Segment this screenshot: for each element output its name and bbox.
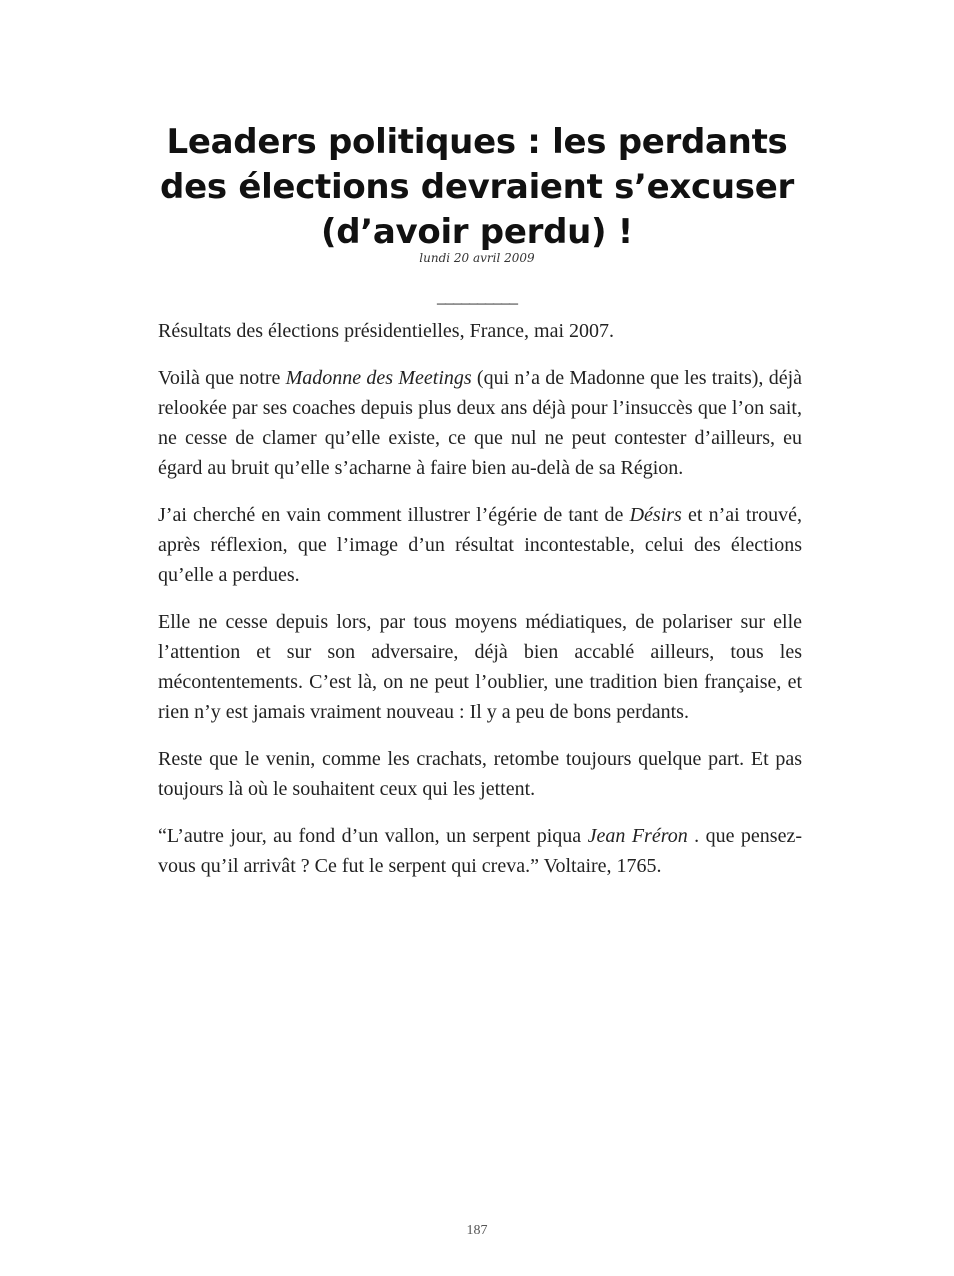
paragraph-6-emphasis: Jean Fréron: [587, 825, 688, 847]
article-body: [158, 316, 802, 898]
paragraph-5: Reste que le venin, comme les crachats, retombe toujours quelque part. Et pas toujours là où le souhaitent ceux qui les jettent.: [158, 748, 802, 800]
paragraph-3: [158, 500, 802, 590]
paragraph-3-emphasis: Désirs: [629, 504, 682, 526]
paragraph-6-text-a: “L’autre jour, au fond d’un vallon, un serpent piqua: [158, 825, 588, 847]
paragraph-2: [158, 363, 802, 483]
separator-rule: __________: [437, 286, 517, 306]
paragraph-3-text-a: J’ai cherché en vain comment illustrer l’égérie de tant de: [158, 504, 630, 526]
paragraph-2-emphasis: Madonne des Meetings: [285, 367, 472, 389]
page-number: 187: [466, 1223, 488, 1238]
paragraph-6-quote: [158, 821, 802, 881]
paragraph-1: Résultats des élections présidentielles, France, mai 2007.: [158, 320, 614, 342]
paragraph-3-text-b: et n’ai trouvé, après réflexion, que l’image d’un résultat incontestable, celui des élections qu’elle a perdues.: [158, 504, 803, 586]
paragraph-2-text-b: (qui n’a de Madonne que les traits), déjà relookée par ses coaches depuis plus deux ans déjà pour l’insuccès que l’on sait, ne cesse de clamer qu’elle existe, ce que nul ne peut contester d’ailleurs, eu égard au bruit qu’elle s’acharne à faire bien au-delà de sa Région.: [158, 367, 803, 479]
paragraph-2-text-a: Voilà que notre: [158, 367, 286, 389]
paragraph-4: Elle ne cesse depuis lors, par tous moyens médiatiques, de polariser sur elle l’attention et sur son adversaire, déjà bien accablé ailleurs, tous les mécontentements. C’est là, on ne peut l’oublier, une tradition bien française, et rien n’y est jamais vraiment nouveau : Il y a peu de bons perdants.: [158, 611, 802, 723]
publication-date: lundi 20 avril 2009: [419, 251, 535, 265]
paragraph-6-text-b: . que pensez-vous qu’il arrivât ? Ce fut le serpent qui creva.” Voltaire, 1765.: [158, 825, 802, 877]
page-title: Leaders politiques : les perdants des élections devraient s’excuser (d’avoir perdu) !: [160, 122, 794, 252]
